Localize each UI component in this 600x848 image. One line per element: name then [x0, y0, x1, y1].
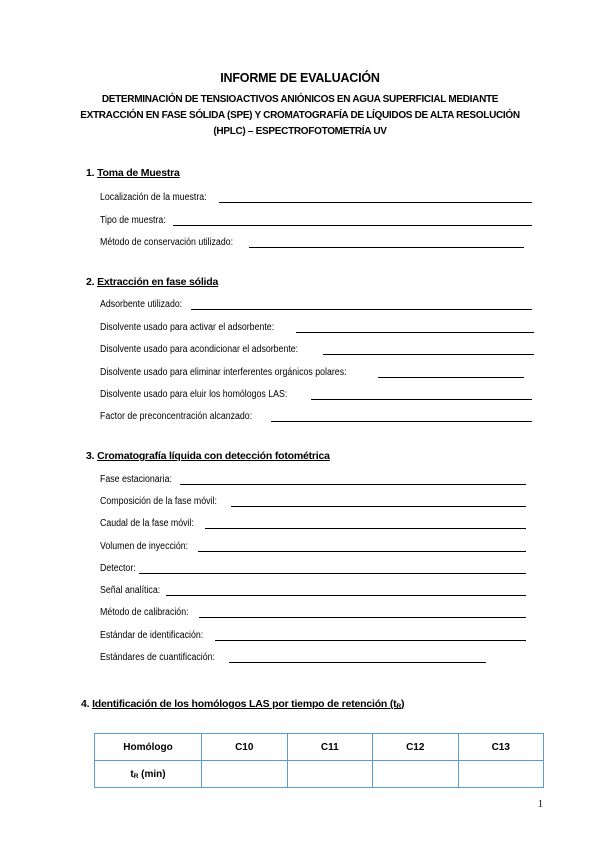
section-1-number: 1.: [86, 167, 95, 179]
field-blank-line[interactable]: [323, 354, 534, 355]
field-label: Método de calibración:: [100, 607, 189, 618]
document-subtitle: DETERMINACIÓN DE TENSIOACTIVOS ANIÓNICOS EN AGUA SUPERFICIAL MEDIANTE EXTRACCIÓN EN FASE SÓLIDA (SPE) Y CROMATOGRAFÍA DE LÍQUIDOS DE ALTA RESOLUCIÓN (HPLC) – ESPECTROFOTOMETRÍA UV: [80, 94, 520, 137]
field-blank-line[interactable]: [378, 377, 524, 378]
table-cell-c12[interactable]: [373, 761, 459, 788]
field-injection-volume[interactable]: [100, 539, 526, 553]
section-3-heading: [86, 450, 330, 462]
table-header-c11: C11: [287, 734, 373, 761]
field-conservation-method[interactable]: [100, 235, 524, 249]
table-cell-c13[interactable]: [458, 761, 544, 788]
field-label: Factor de preconcentración alcanzado:: [100, 411, 253, 422]
field-interferent-solvent[interactable]: [100, 365, 524, 379]
field-blank-line[interactable]: [231, 506, 526, 507]
section-4-number: 4.: [81, 698, 90, 710]
section-2-number: 2.: [86, 276, 95, 288]
table-cell-c11[interactable]: [287, 761, 373, 788]
table-header-label: Homólogo: [95, 734, 202, 761]
field-blank-line[interactable]: [249, 247, 524, 248]
field-label: Tipo de muestra:: [100, 215, 166, 226]
section-1-heading: [86, 167, 180, 179]
field-label: Fase estacionaria:: [100, 474, 172, 485]
field-blank-line[interactable]: [271, 421, 532, 422]
field-label: Disolvente usado para acondicionar el adsorbente:: [100, 344, 299, 355]
field-label: Estándares de cuantificación:: [100, 652, 215, 663]
section-1-title: Toma de Muestra: [97, 167, 180, 179]
section-2-heading: [86, 276, 218, 288]
section-3-title: Cromatografía líquida con detección fotométrica: [97, 450, 330, 462]
field-sample-type[interactable]: [100, 213, 532, 227]
field-conditioning-solvent[interactable]: [100, 342, 534, 356]
page-number: 1: [538, 799, 543, 810]
table-header-c10: C10: [202, 734, 288, 761]
field-label: Estándar de identificación:: [100, 630, 204, 641]
field-blank-line[interactable]: [198, 551, 526, 552]
field-blank-line[interactable]: [139, 573, 526, 574]
field-identification-standard[interactable]: [100, 628, 526, 642]
field-calibration-method[interactable]: [100, 605, 526, 619]
field-blank-line[interactable]: [205, 528, 526, 529]
field-activation-solvent[interactable]: [100, 320, 534, 334]
field-mobile-phase-composition[interactable]: [100, 494, 526, 508]
section-4-title: Identificación de los homólogos LAS por tiempo de retención $(t_R)$: [92, 698, 405, 710]
table-row-label: $t_R$ (min): [95, 761, 202, 788]
field-blank-line[interactable]: [219, 202, 532, 203]
field-label: Detector:: [100, 563, 136, 574]
field-blank-line[interactable]: [296, 332, 534, 333]
field-mobile-phase-flow[interactable]: [100, 516, 526, 530]
retention-subscript: R: [396, 703, 401, 710]
field-blank-line[interactable]: [229, 662, 486, 663]
field-label: Adsorbente utilizado:: [100, 299, 183, 310]
field-label: Localización de la muestra:: [100, 192, 207, 203]
field-label: Disolvente usado para eluir los homólogos LAS:: [100, 389, 288, 400]
section-2-title: Extracción en fase sólida: [97, 276, 219, 288]
field-quantification-standards[interactable]: [100, 650, 486, 664]
field-blank-line[interactable]: [215, 640, 526, 641]
field-preconcentration-factor[interactable]: [100, 409, 532, 423]
field-sample-location[interactable]: [100, 190, 532, 204]
table-header-c12: C12: [373, 734, 459, 761]
field-stationary-phase[interactable]: [100, 472, 526, 486]
field-label: Disolvente usado para activar el adsorbente:: [100, 322, 275, 333]
field-detector[interactable]: [100, 561, 526, 575]
document-title: INFORME DE EVALUACIÓN: [220, 71, 380, 85]
retention-time-table: [94, 733, 544, 788]
field-blank-line[interactable]: [166, 595, 526, 596]
field-label: Disolvente usado para eliminar interferentes orgánicos polares:: [100, 367, 347, 378]
field-blank-line[interactable]: [311, 399, 532, 400]
field-label: Método de conservación utilizado:: [100, 237, 234, 248]
table-header-c13: C13: [458, 734, 544, 761]
section-3-number: 3.: [86, 450, 95, 462]
field-label: Composición de la fase móvil:: [100, 496, 217, 507]
field-blank-line[interactable]: [180, 484, 526, 485]
table-row: [95, 761, 544, 788]
field-label: Caudal de la fase móvil:: [100, 518, 194, 529]
section-4-heading: [81, 698, 404, 710]
table-cell-c10[interactable]: [202, 761, 288, 788]
table-header-row: [95, 734, 544, 761]
field-elution-solvent[interactable]: [100, 387, 532, 401]
field-label: Volumen de inyección:: [100, 541, 189, 552]
field-blank-line[interactable]: [199, 617, 526, 618]
field-label: Señal analítica:: [100, 585, 161, 596]
field-blank-line[interactable]: [173, 225, 532, 226]
field-analytical-signal[interactable]: [100, 583, 526, 597]
field-blank-line[interactable]: [191, 309, 532, 310]
field-adsorbent[interactable]: [100, 297, 532, 311]
